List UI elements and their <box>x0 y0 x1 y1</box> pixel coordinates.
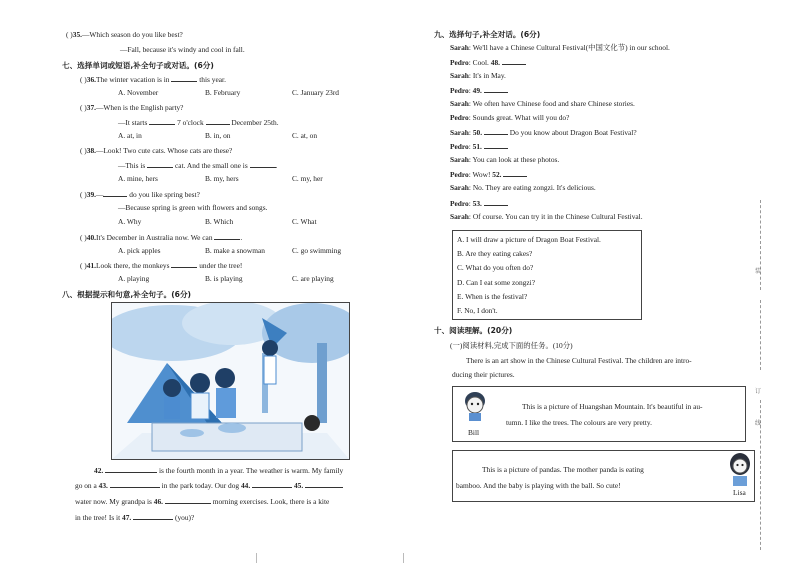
q35-answer: —Fall, because it's windy and cool in fall. <box>120 45 245 54</box>
answer-blank[interactable] <box>214 232 240 240</box>
q38-line2: —This is cat. And the small one is . <box>118 161 278 170</box>
line-text: Sounds great. What will you do? <box>472 113 570 122</box>
dialogue-line: Sarah: We'll have a Chinese Cultural Festival(中国文化节) in our school. <box>450 43 670 52</box>
answer-blank[interactable] <box>149 117 175 125</box>
option-b: B. Are they eating cakes? <box>457 249 533 258</box>
option-a: A. playing <box>118 274 150 283</box>
intro-line-1: There is an art show in the Chinese Cultural Festival. The children are intro- <box>466 356 692 365</box>
option-a: A. November <box>118 88 159 97</box>
question-text: —When is the English party? <box>96 103 184 112</box>
section-10-title: 十、阅读理解。(20分) <box>434 326 513 335</box>
answer-blank[interactable] <box>171 74 197 82</box>
answer-blank[interactable] <box>133 512 173 520</box>
speaker: Sarah <box>450 71 469 80</box>
question-number: 36. <box>86 75 97 84</box>
option-a: A. mine, hers <box>118 174 158 183</box>
question-number: 45. <box>293 481 304 490</box>
subsection-title: (一)阅读材料,完成下面的任务。(10分) <box>450 341 573 350</box>
option-c: C. at, on <box>292 131 318 140</box>
question-text: do you like spring best? <box>129 190 200 199</box>
para-line-2 <box>75 480 343 490</box>
answer-paren: ( ) <box>80 146 87 155</box>
question-number: 44. <box>240 481 251 490</box>
section-9-title: 九、选择句子,补全对话。(6分) <box>434 30 541 39</box>
bill-text-line-2: tumn. I like the trees. The colours are very pretty. <box>506 418 652 427</box>
para-line-4 <box>75 512 194 522</box>
lisa-text-line-2: bamboo. And the baby is playing with the ball. So cute! <box>456 481 621 490</box>
question-number: 42. <box>94 466 104 475</box>
answer-blank[interactable] <box>502 57 526 65</box>
line-text: It's in May. <box>472 71 506 80</box>
option-a: A. I will draw a picture of Dragon Boat Festival. <box>457 235 601 244</box>
speaker: Sarah <box>450 128 469 137</box>
option-c: C. What do you often do? <box>457 263 534 272</box>
option-c: C. go swimming <box>292 246 342 255</box>
answer-blank[interactable] <box>503 169 527 177</box>
q37-line2 <box>118 117 279 127</box>
bill-card <box>452 386 746 442</box>
answer-blank[interactable] <box>484 141 508 149</box>
text: December 25th. <box>231 118 279 127</box>
answer-paren: ( ) <box>80 103 87 112</box>
line-text: We'll have a Chinese Cultural Festival(中国文化节) in our school. <box>472 43 670 52</box>
answer-paren: ( ) <box>80 75 87 84</box>
speaker: Sarah <box>450 99 469 108</box>
text: 7 o'clock <box>177 118 204 127</box>
speaker: Pedro <box>450 170 469 179</box>
answer-blank[interactable] <box>484 198 508 206</box>
speaker: Sarah <box>450 155 469 164</box>
lisa-avatar <box>728 452 752 486</box>
line-text: Do you know about Dragon Boat Festival? <box>509 128 637 137</box>
q36 <box>80 74 226 84</box>
speaker: Sarah <box>450 183 469 192</box>
answer-blank[interactable] <box>110 480 160 488</box>
option-d: D. Can I eat some zongzi? <box>457 278 535 287</box>
q37 <box>80 103 183 112</box>
option-c: C. What <box>292 217 317 226</box>
option-b: B. February <box>205 88 241 97</box>
question-number: 48. <box>490 58 500 67</box>
dialogue-line: Pedro: Cool. 48. <box>450 57 526 67</box>
dialogue-line: Pedro: Wow! 52. <box>450 169 527 179</box>
answer-paren: ( ) <box>66 30 73 39</box>
answer-blank[interactable] <box>484 85 508 93</box>
option-c: C. are playing <box>292 274 334 283</box>
intro-line-2: ducing their pictures. <box>452 370 515 379</box>
answer-paren: ( ) <box>80 261 87 270</box>
answer-blank[interactable] <box>147 160 173 168</box>
text: in the park today. Our dog <box>161 481 240 490</box>
line-text: You can look at these photos. <box>472 155 560 164</box>
binding-line <box>760 300 761 370</box>
question-text: Look there, the monkeys <box>96 261 170 270</box>
bill-text-line-1: This is a picture of Huangshan Mountain. It's beautiful in au- <box>522 402 703 411</box>
question-number: 43. <box>98 481 108 490</box>
speaker: Pedro <box>450 113 469 122</box>
lisa-name: Lisa <box>733 488 746 497</box>
option-f: F. No, I don't. <box>457 306 498 315</box>
answer-blank[interactable] <box>103 189 127 197</box>
option-b: B. in, on <box>205 131 231 140</box>
answer-paren: ( ) <box>80 190 87 199</box>
answer-blank[interactable] <box>252 480 292 488</box>
dialogue-line: Sarah: It's in May. <box>450 71 506 80</box>
question-number: 51. <box>472 142 482 151</box>
q39 <box>80 189 200 199</box>
picnic-scene-image <box>112 303 349 459</box>
fold-mark <box>403 553 404 563</box>
text: in the tree! Is it <box>75 513 121 522</box>
option-c: C. my, her <box>292 174 323 183</box>
question-text: —Look! Two cute cats. Whose cats are these? <box>96 146 233 155</box>
speaker: Sarah <box>450 212 469 221</box>
option-e: E. When is the festival? <box>457 292 528 301</box>
question-text: under the tree! <box>199 261 243 270</box>
answer-blank[interactable] <box>165 496 211 504</box>
text: is the fourth month in a year. The weather is warm. My family <box>158 466 344 475</box>
question-text: —Which season do you like best? <box>82 30 183 39</box>
speaker: Pedro <box>450 199 469 208</box>
q35 <box>66 30 183 39</box>
text: —This is <box>118 161 146 170</box>
q39-line2: —Because spring is green with flowers and songs. <box>118 203 268 212</box>
speaker: Pedro <box>450 86 469 95</box>
dialogue-line: Pedro: Sounds great. What will you do? <box>450 113 570 122</box>
option-a: A. at, in <box>118 131 142 140</box>
binding-mark-ding: 订 <box>755 389 762 395</box>
option-a: A. Why <box>118 217 142 226</box>
dialogue-line: Pedro: 49. <box>450 85 508 95</box>
dialogue-line: Sarah: We often have Chinese food and share Chinese stories. <box>450 99 635 108</box>
dialogue-line: Pedro: 51. <box>450 141 508 151</box>
line-text: Wow! <box>472 170 491 179</box>
fold-mark <box>256 553 257 563</box>
answer-blank[interactable] <box>206 117 230 125</box>
question-number: 40. <box>86 233 97 242</box>
question-number: 50. <box>472 128 483 137</box>
option-b: B. my, hers <box>205 174 239 183</box>
binding-mark-zhuang: 装 <box>755 269 762 275</box>
lisa-card <box>452 450 755 502</box>
text: —It starts <box>118 118 148 127</box>
text: water now. My grandpa is <box>75 497 152 506</box>
answer-blank[interactable] <box>305 480 343 488</box>
question-text: The winter vacation is in <box>96 75 170 84</box>
text: morning exercises. Look, there is a kite <box>212 497 330 506</box>
text: cat. And the small one is <box>175 161 248 170</box>
question-number: 35. <box>72 30 83 39</box>
question-number: 37. <box>86 103 97 112</box>
answer-paren: ( ) <box>80 233 87 242</box>
text: go on a <box>75 481 97 490</box>
section-8-title: 八、根据提示和句意,补全句子。(6分) <box>62 290 192 299</box>
line-text: Of course. You can try it in the Chinese Cultural Festival. <box>472 212 643 221</box>
dialogue-line: Sarah: Of course. You can try it in the Chinese Cultural Festival. <box>450 212 643 221</box>
speaker: Sarah <box>450 43 469 52</box>
answer-blank[interactable] <box>171 260 197 268</box>
speaker: Pedro <box>450 58 469 67</box>
option-b: B. is playing <box>205 274 243 283</box>
dialogue-line: Pedro: 53. <box>450 198 508 208</box>
bill-name: Bill <box>468 428 480 437</box>
binding-mark-xian: 线 <box>755 421 762 427</box>
question-number: 49. <box>472 86 482 95</box>
family-picnic-illustration <box>111 302 350 460</box>
question-number: 38. <box>86 146 97 155</box>
para-line-3 <box>75 496 329 506</box>
answer-blank[interactable] <box>105 465 157 473</box>
question-text: this year. <box>199 75 226 84</box>
dialogue-line: Sarah: No. They are eating zongzi. It's delicious. <box>450 183 596 192</box>
answer-blank[interactable] <box>250 160 276 168</box>
question-number: 52. <box>492 170 502 179</box>
question-text: It's December in Australia now. We can <box>96 233 213 242</box>
answer-blank[interactable] <box>484 127 508 135</box>
option-c: C. January 23rd <box>292 88 340 97</box>
lisa-text-line-1: This is a picture of pandas. The mother panda is eating <box>482 465 644 474</box>
line-text: We often have Chinese food and share Chinese stories. <box>472 99 635 108</box>
text: (you)? <box>174 513 195 522</box>
question-number: 53. <box>472 199 482 208</box>
para-line-1 <box>94 465 343 475</box>
question-number: 39. <box>86 190 97 199</box>
bill-avatar <box>462 391 488 421</box>
line-text: No. They are eating zongzi. It's delicious. <box>472 183 596 192</box>
speaker: Pedro <box>450 142 469 151</box>
dialogue-line: Sarah: You can look at these photos. <box>450 155 560 164</box>
section-7-title: 七、选择单词或短语,补全句子或对话。(6分) <box>62 61 214 70</box>
question-number: 47. <box>122 513 132 522</box>
line-text: Cool. <box>472 58 489 67</box>
q40: ( )40.It's December in Australia now. We can . <box>80 233 243 242</box>
q41 <box>80 260 242 270</box>
option-a: A. pick apples <box>118 246 161 255</box>
option-b: B. make a snowman <box>205 246 265 255</box>
question-number: 46. <box>153 497 164 506</box>
text: — <box>96 190 104 199</box>
option-b: B. Which <box>205 217 234 226</box>
question-number: 41. <box>86 261 97 270</box>
q38 <box>80 146 232 155</box>
dialogue-line: Sarah: 50. Do you know about Dragon Boat Festival? <box>450 128 637 137</box>
